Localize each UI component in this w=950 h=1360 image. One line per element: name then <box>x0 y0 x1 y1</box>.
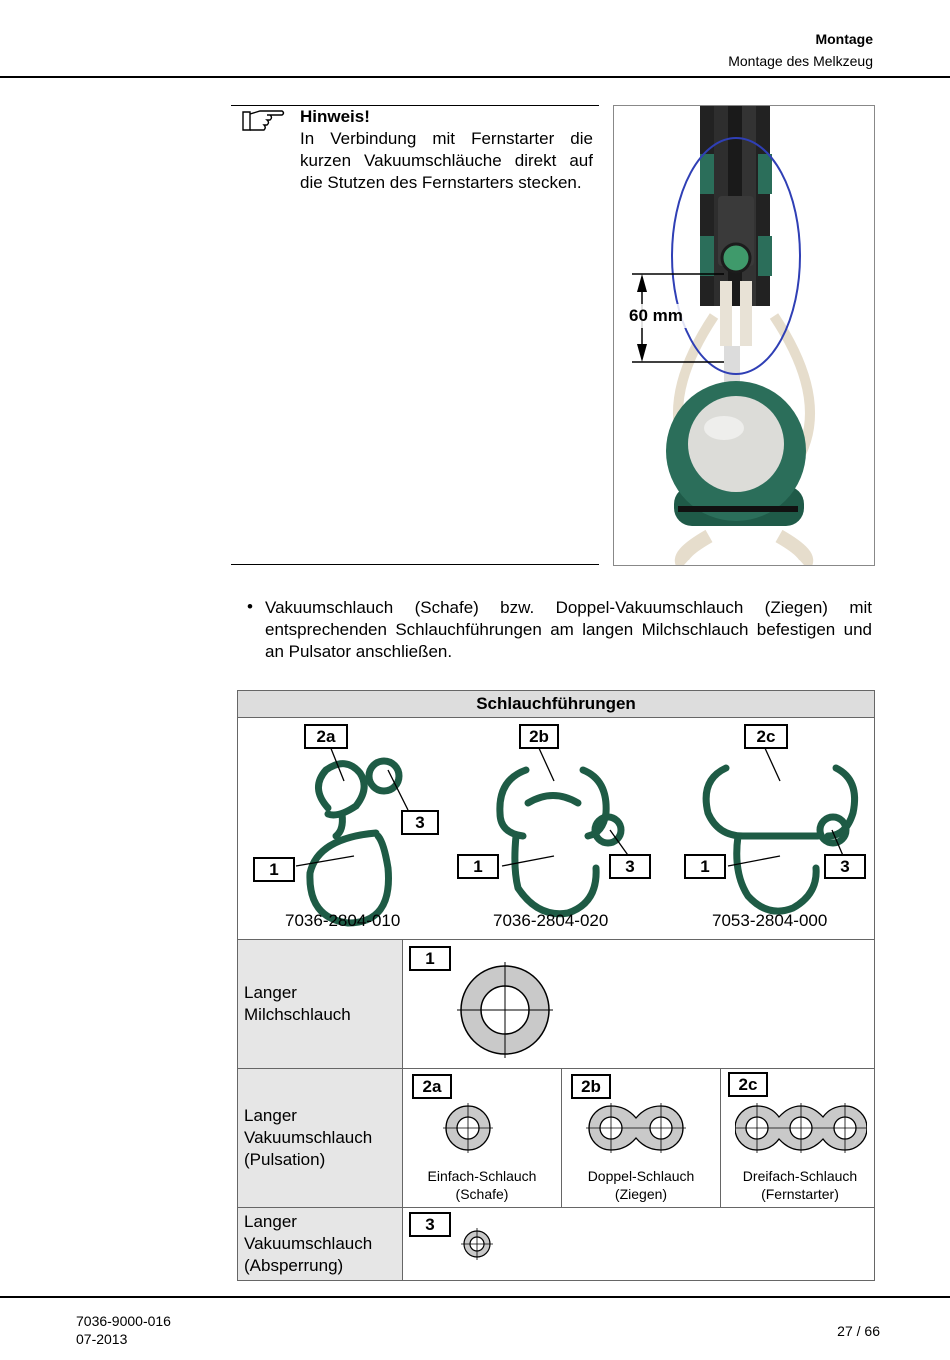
label-3-guide-2c: 3 <box>824 854 866 879</box>
label-2a: 2a <box>304 724 348 749</box>
hose-guide-table <box>237 690 875 1281</box>
tag-3: 3 <box>409 1212 451 1237</box>
milking-cluster-illustration <box>614 106 874 565</box>
label-1-guide-2c: 1 <box>684 854 726 879</box>
milk-hose-cell <box>403 940 875 1069</box>
instruction-text: Vakuumschlauch (Schafe) bzw. Doppel-Vakuumschlauch (Ziegen) mit entsprechenden Schlauchführungen am langen Milchschlauch befestigen und an Pulsator anschließen. <box>265 598 872 661</box>
row-label-pulsation-hose: Langer Vakuumschlauch (Pulsation) <box>238 1069 403 1208</box>
bullet-marker: • <box>247 597 253 616</box>
shutoff-hose-cross-section <box>461 1228 493 1260</box>
part-number-2b: 7036-2804-020 <box>493 911 609 930</box>
milking-cluster-photo <box>613 105 875 566</box>
label-2c: 2c <box>744 724 788 749</box>
caption-double-line2: (Ziegen) <box>614 1186 668 1202</box>
pointing-hand-icon <box>240 108 286 134</box>
label-3-guide-2b: 3 <box>609 854 651 879</box>
header-rule <box>0 76 950 78</box>
caption-triple-line2: (Fernstarter) <box>761 1186 839 1202</box>
triple-hose-cell <box>721 1069 875 1208</box>
row-label-shutoff-hose: Langer Vakuumschlauch (Absperrung) <box>238 1208 403 1281</box>
tag-2a: 2a <box>412 1074 452 1099</box>
part-number-2a: 7036-2804-010 <box>285 911 401 930</box>
dimension-label: 60 mm <box>629 306 683 325</box>
label-1-guide-2b: 1 <box>457 854 499 879</box>
note-top-rule <box>231 105 599 106</box>
doc-number: 7036-9000-016 <box>76 1313 171 1329</box>
table-title: Schlauchführungen <box>238 691 875 718</box>
section-title: Montage des Melkzeug <box>728 53 873 69</box>
caption-double-line1: Doppel-Schlauch <box>587 1168 695 1184</box>
label-1-guide-2a: 1 <box>253 857 295 882</box>
double-hose-cross-section <box>586 1103 686 1153</box>
single-hose-cell <box>403 1069 562 1208</box>
milk-hose-cross-section <box>455 960 555 1060</box>
page-number: 27 / 66 <box>837 1323 880 1339</box>
chapter-title: Montage <box>815 31 873 47</box>
footer-rule <box>0 1296 950 1298</box>
doc-date: 07-2013 <box>76 1331 128 1347</box>
shutoff-hose-cell <box>403 1208 875 1281</box>
note-bottom-rule <box>231 564 599 565</box>
row-label-milk-hose: Langer Milchschlauch <box>238 940 403 1069</box>
tag-1: 1 <box>409 946 451 971</box>
label-2b: 2b <box>519 724 559 749</box>
triple-hose-cross-section <box>735 1103 867 1153</box>
caption-single-line1: Einfach-Schlauch <box>427 1168 537 1184</box>
caption-single-line2: (Schafe) <box>455 1186 509 1202</box>
caption-triple-line1: Dreifach-Schlauch <box>742 1168 858 1184</box>
tag-2c: 2c <box>728 1072 768 1097</box>
note-text: In Verbindung mit Fernstarter die kurzen Vakuumschläuche direkt auf die Stutzen des Fernstarters stecken. <box>300 129 593 192</box>
double-hose-cell <box>562 1069 721 1208</box>
part-number-2c: 7053-2804-000 <box>712 911 828 930</box>
hose-guide-drawings <box>238 718 874 939</box>
tag-2b: 2b <box>571 1074 611 1099</box>
guide-images-row <box>238 718 875 940</box>
single-hose-cross-section <box>443 1103 493 1153</box>
note-title: Hinweis! <box>300 107 370 126</box>
label-3-guide-2a: 3 <box>401 810 439 835</box>
